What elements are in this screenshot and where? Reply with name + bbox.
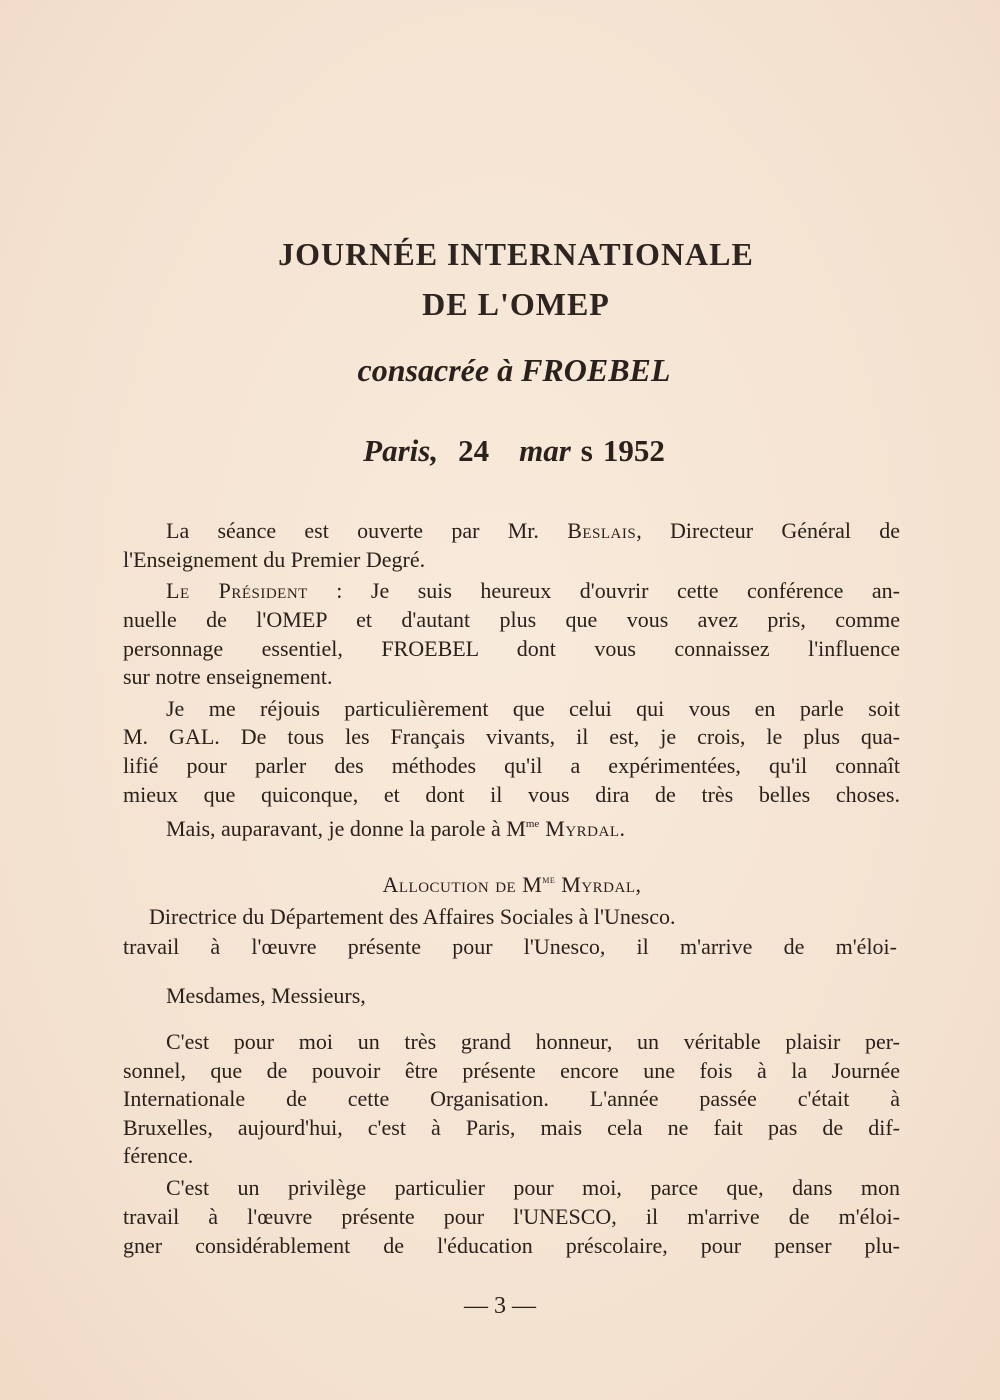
text-span: , Directeur Général de: [636, 518, 900, 543]
text-span: Myrdal,: [555, 872, 642, 897]
paragraph-line: C'est pour moi un très grand honneur, un véritable plaisir per-: [166, 1029, 900, 1054]
superscript: me: [525, 818, 540, 830]
superscript: me: [542, 874, 556, 886]
stray-line: travail à l'œuvre présente pour l'Unesco, il m'arrive de m'éloi-: [123, 934, 897, 959]
document-subtitle: consacrée à FROEBEL: [357, 352, 671, 388]
paragraph-line: Internationale de cette Organisation. L'année passée c'était à: [123, 1086, 900, 1111]
name-myrdal: Myrdal.: [539, 816, 626, 841]
name-beslais: Beslais: [567, 518, 637, 543]
speaker-president: Le Président: [166, 578, 308, 603]
text-span: Allocution de M: [382, 872, 543, 897]
dateline: [14, 433, 1000, 469]
allocution-heading: [12, 866, 1000, 899]
paragraph-line: sur notre enseignement.: [123, 664, 333, 689]
paragraph-line: [166, 517, 900, 545]
paragraph-line: Bruxelles, aujourd'hui, c'est à Paris, mais cela ne fait pas de dif-: [123, 1115, 900, 1140]
paragraph-line: Je me réjouis particulièrement que celui qui vous en parle soit: [166, 696, 900, 721]
date-year: 1952: [602, 433, 665, 468]
text-span: : Je suis heureux d'ouvrir cette conférence an-: [307, 578, 900, 603]
paragraph-line: nuelle de l'OMEP et d'autant plus que vous avez pris, comme: [123, 607, 900, 632]
paragraph-line: C'est un privilège particulier pour moi, parce que, dans mon: [166, 1175, 900, 1200]
paragraph-line: M. GAL. De tous les Français vivants, il est, je crois, le plus qua-: [123, 724, 900, 749]
paragraph-line: personnage essentiel, FROEBEL dont vous connaissez l'influence: [123, 636, 900, 661]
paragraph-line: l'Enseignement du Premier Degré.: [123, 547, 426, 572]
paragraph-line: férence.: [123, 1143, 194, 1168]
paragraph-line: [166, 577, 900, 605]
document-title-line2: DE L'OMEP: [422, 286, 610, 322]
paragraph-line: mieux que quiconque, et dont il vous dira de très belles choses.: [123, 782, 900, 807]
date-city: Paris,: [363, 433, 439, 468]
role-line: Directrice du Département des Affaires Sociales à l'Unesco.: [149, 904, 676, 929]
document-title-line1: JOURNÉE INTERNATIONALE: [278, 236, 754, 272]
paragraph-line: lifié pour parler des méthodes qu'il a expérimentées, qu'il connaît: [123, 753, 900, 778]
paragraph-line: sonnel, que de pouvoir être présente encore une fois à la Journée: [123, 1058, 900, 1083]
text-span: Mais, auparavant, je donne la parole à M: [166, 816, 526, 841]
date-month-prefix: mar: [519, 433, 571, 468]
paragraph-line: gner considérablement de l'éducation préscolaire, pour penser plu-: [123, 1233, 900, 1258]
date-day: 24: [458, 433, 490, 468]
page-number: — 3 —: [464, 1293, 536, 1319]
date-month-suffix: s: [580, 433, 593, 468]
paragraph-line: [166, 810, 900, 843]
text-span: La séance est ouverte par Mr.: [166, 518, 568, 543]
salutation: Mesdames, Messieurs,: [166, 983, 366, 1008]
paragraph-line: travail à l'œuvre présente pour l'UNESCO, il m'arrive de m'éloi-: [123, 1204, 900, 1229]
